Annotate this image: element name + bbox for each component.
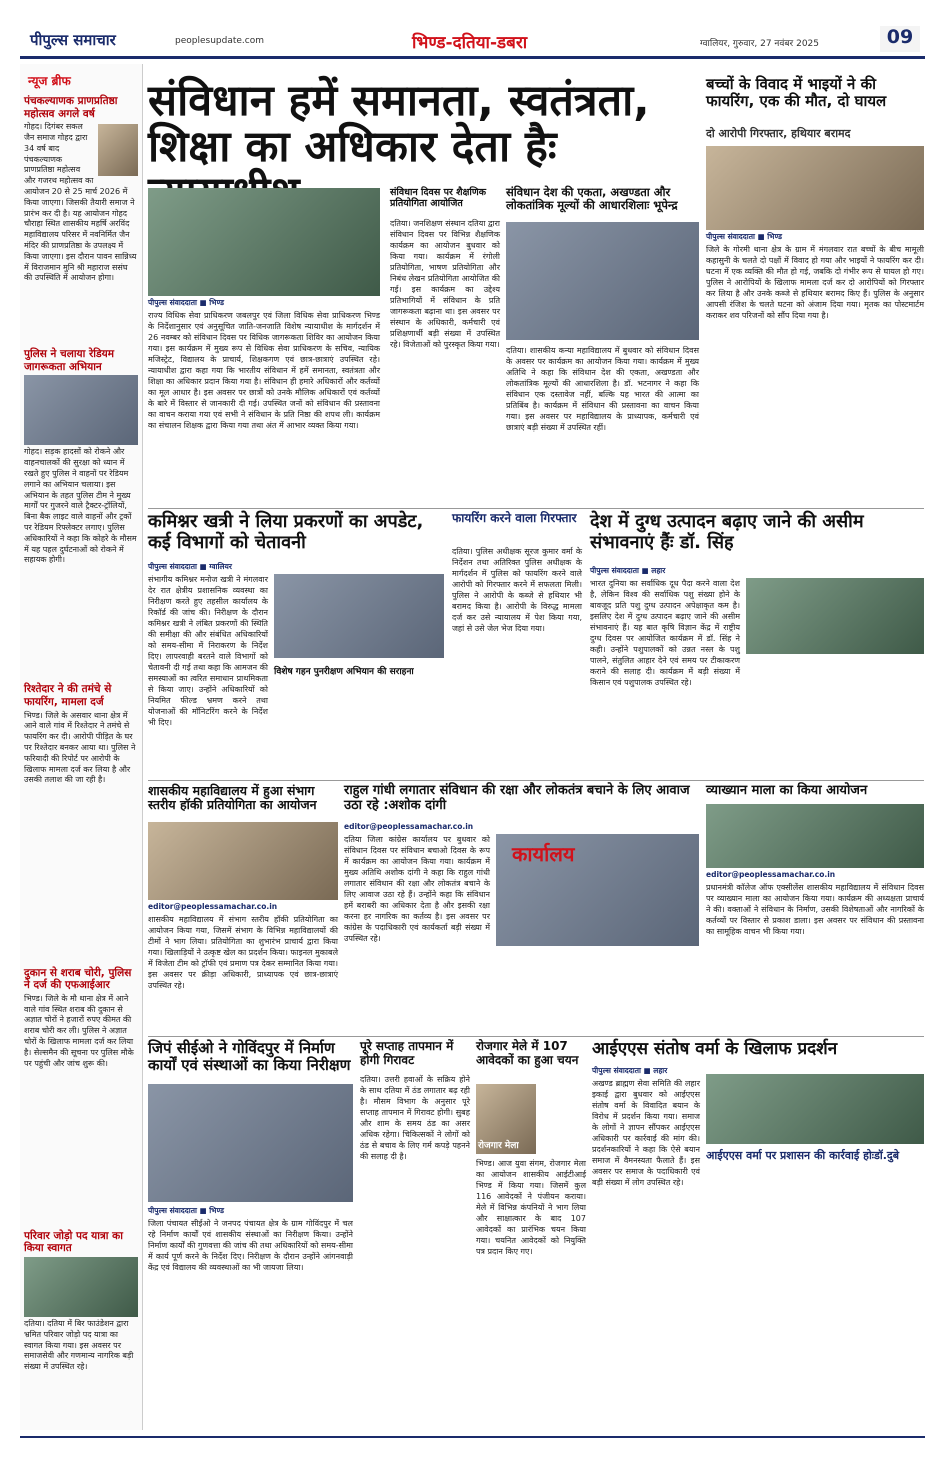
- lead-photo: [148, 188, 380, 296]
- commissioner-story-title[interactable]: कमिश्नर खत्री ने लिया प्रकरणों का अपडेट, कई विभागों को चेतावनी: [148, 511, 424, 553]
- masthead-rule: [20, 56, 925, 59]
- arrest-story-title[interactable]: फायरिंग करने वाला गिरफ्तार: [452, 511, 577, 525]
- job-story-title[interactable]: रोजगार मेले में 107 आवेदकों का हुआ चयन: [476, 1039, 579, 1067]
- ias-photo: [706, 1074, 924, 1144]
- lead-body: राज्य विधिक सेवा प्राधिकरण जबलपुर एवं जिला विधिक सेवा प्राधिकरण भिण्ड के निर्देशानुसार एवं अनुसूचित जाति-जनजाति विशेष न्यायाधीश के मार्गदर्शन में 26 नवम्बर को संविधान दिवस पर विधिक जागरूकता शिविर का आयोजन किया गया। इस कार्यक्रम में मुख्य रूप से विधिक सेवा प्राधिकरण के सचिव, न्यायिक मजिस्ट्रेट, विद्यालय के प्राचार्य, शिक्षकगण एवं छात्र-छात्राएं उपस्थित रहे। न्यायाधीश द्वारा कहा गया कि भारतीय संविधान में हमें समानता, स्वतंत्रता और शिक्षा का अधिकार प्रदान किया गया है। संविधान ही हमारे अधिकारों और कर्तव्यों का मूल आधार है। इस अवसर पर छात्रों को उनके मौलिक अधिकारों एवं कर्तव्यों के बारे में विस्तार से जानकारी दी गई। उपस्थित जनों को संविधान की प्रस्तावना का वाचन कराया गया एवं सभी ने संविधान के प्रति निष्ठा की शपथ ली। कार्यक्रम का संचालन शिक्षक द्वारा किया गया तथा अंत में आभार व्यक्त किया गया।: [148, 311, 380, 431]
- firing-story-photo: [706, 146, 924, 230]
- page-number: 09: [880, 26, 920, 52]
- divider: [148, 1036, 924, 1037]
- center-story-body: दतिया। शासकीय कन्या महाविद्यालय में बुधवार को संविधान दिवस के अवसर पर कार्यक्रम का आयोजन किया गया। कार्यक्रम में मुख्य अतिथि ने कहा कि संविधान देश की एकता, अखण्डता और लोकतांत्रिक मूल्यों की आधारशिला है। डॉ. भटनागर ने कहा कि संविधान एक दस्तावेज नहीं, बल्कि यह भारत की आत्मा का प्रतिबिंब है। कार्यक्रम में संविधान की प्रस्तावना का वाचन किया गया। इस अवसर पर महाविद्यालय के प्राध्यापक, कर्मचारी एवं छात्राएं बड़ी संख्या में उपस्थित रहीं।: [506, 346, 699, 433]
- milk-story-title[interactable]: देश में दुग्ध उत्पादन बढ़ाए जाने की असीम संभावनाएं हैंः डॉ. सिंह: [590, 511, 864, 553]
- firing-story-byline: पीपुल्स संवाददाता ■ भिण्ड: [706, 232, 783, 241]
- ias-inset-title: आईएएस वर्मा पर प्रशासन की कार्रवाई होःडॉ.दुबे: [706, 1149, 900, 1162]
- zip-byline: पीपुल्स संवाददाता ■ भिण्ड: [148, 1206, 225, 1215]
- brief-photo: [24, 375, 138, 445]
- center-story-title[interactable]: संविधान देश की एकता, अखण्डता और लोकतांत्रिक मूल्यों की आधारशिलाः भूपेन्द्र: [506, 185, 678, 213]
- weather-story-title[interactable]: पूरे सप्ताह तापमान में होगी गिरावट: [360, 1039, 454, 1067]
- brief-body: दतिया। दतिया में बिर फाउंडेशन द्वारा भ्रमित परिवार जोड़ो पद यात्रा का स्वागत किया गया। इस अवसर पर समाजसेवी और गणमान्य नागरिक बड़ी संख्या में उपस्थित रहे।: [24, 1318, 134, 1372]
- mid-story-title[interactable]: संविधान दिवस पर शैक्षणिक प्रतियोगिता आयोजित: [390, 187, 487, 209]
- lead-byline: पीपुल्स संवाददाता ■ भिण्ड: [148, 298, 225, 307]
- ias-body: अखण्ड ब्राह्मण सेवा समिति की लहार इकाई द्वारा बुधवार को आईएएस संतोष वर्मा के विवादित बयान के विरोध में प्रदर्शन किया गया। समाज के लोगों ने ज्ञापन सौंपकर आईएएस अधिकारी पर कार्रवाई की मांग की। प्रदर्शनकारियों ने कहा कि ऐसे बयान समाज में वैमनस्यता फैलाते हैं। इस अवसर पर समाज के पदाधिकारी एवं बड़ी संख्या में लोग उपस्थित रहे।: [592, 1079, 700, 1188]
- arrest-story-body: दतिया। पुलिस अधीक्षक सूरज कुमार वर्मा के निर्देशन तथा अतिरिक्त पुलिस अधीक्षक के मार्गदर्शन में पुलिस को फायरिंग करने वाले आरोपी को गिरफ्तार करने में सफलता मिली। पुलिस ने आरोपी के कब्जे से हथियार भी बरामद किया है। आरोपी के विरुद्ध मामला दर्ज कर उसे न्यायालय में पेश किया गया, जहां से उसे जेल भेज दिया गया।: [452, 547, 582, 634]
- commissioner-subhead: विशेष गहन पुनरीक्षण अभियान की सराहना: [274, 667, 414, 677]
- zip-photo: [148, 1084, 353, 1202]
- job-body: भिण्ड। आज युवा संगम, रोजगार मेला का आयोजन शासकीय आईटीआई भिण्ड में किया गया। जिसमें कुल 116 आवेदकों ने पंजीयन कराया। मेले में विभिन्न कंपनियों ने भाग लिया और साक्षात्कार के बाद 107 आवेदकों का प्रारंभिक चयन किया गया। चयनित आवेदकों को नियुक्ति पत्र प्रदान किए गए।: [476, 1159, 586, 1257]
- brief-photo: [98, 124, 138, 176]
- lead-headline[interactable]: संविधान हमें समानता, स्वतंत्रता, शिक्षा का अधिकार देता हैः: [148, 76, 650, 172]
- zip-body: जिला पंचायत सीईओ ने जनपद पंचायत क्षेत्र के ग्राम गोविंदपुर में चल रहे निर्माण कार्यों एवं शासकीय संस्थाओं का निरीक्षण किया। उन्होंने निर्माण कार्यों की गुणवत्ता की जांच की तथा अधिकारियों को समय-सीमा में कार्य पूर्ण करने के निर्देश दिए। निरीक्षण के दौरान उन्होंने आंगनवाड़ी केंद्र एवं विद्यालय की व्यवस्थाओं का भी जायजा लिया।: [148, 1219, 353, 1273]
- masthead-url[interactable]: peoplesupdate.com: [175, 36, 264, 46]
- brief-title[interactable]: पुलिस ने चलाया रेडियम जागरूकता अभियान: [24, 348, 115, 373]
- edition-title: भिण्ड-दतिया-डबरा: [412, 33, 528, 53]
- brief-title[interactable]: पंचकल्याणक प्राणप्रतिष्ठा महोत्सव अगले वर्ष: [24, 95, 118, 120]
- mid-story-body: दतिया। जनशिक्षण संस्थान दतिया द्वारा संविधान दिवस पर विभिन्न शैक्षणिक कार्यक्रम का आयोजन बुधवार को किया गया। कार्यक्रम में रंगोली प्रतियोगिता, भाषण प्रतियोगिता और निबंध लेखन प्रतियोगिता आयोजित की गई। इस कार्यक्रम का उद्देश्य प्रतिभागियों में संविधान के प्रति जागरूकता बढ़ाना था। इस अवसर पर संस्थान के अधिकारी, कर्मचारी एवं प्रशिक्षणार्थी बड़ी संख्या में उपस्थित रहे। विजेताओं को पुरस्कृत किया गया।: [390, 219, 500, 350]
- brief-title[interactable]: परिवार जोड़ो पद यात्रा का किया स्वागत: [24, 1229, 123, 1255]
- zip-story-title[interactable]: जिपं सीईओ ने गोविंदपुर में निर्माण कार्यों एवं संस्थाओं का किया निरीक्षण: [148, 1039, 351, 1075]
- rahul-photo-banner: कार्यालय: [512, 842, 575, 866]
- milk-byline: पीपुल्स संवाददाता ■ लहार: [590, 566, 666, 575]
- ias-byline: पीपुल्स संवाददाता ■ लहार: [592, 1066, 668, 1075]
- brief-title[interactable]: रिश्तेदार ने की तमंचे से फायरिंग, मामला दर्ज: [24, 683, 112, 708]
- commissioner-body: संभागीय कमिश्नर मनोज खत्री ने मंगलवार देर रात क्षेत्रीय प्रशासनिक व्यवस्था का निरीक्षण करते हुए तहसील कार्यालय के रिकॉर्ड की जांच की। निरीक्षण के दौरान कमिश्नर खत्री ने लंबित प्रकरणों की स्थिति की समीक्षा की और संबंधित अधिकारियों को समय-सीमा में निराकरण के निर्देश दिए। लापरवाही बरतने वाले विभागों को चेतावनी दी गई तथा कहा कि आमजन की समस्याओं का त्वरित समाधान प्राथमिकता से किया जाए। उन्होंने अधिकारियों को नियमित फील्ड भ्रमण करने तथा योजनाओं की मॉनिटरिंग करने के निर्देश भी दिए।: [148, 575, 268, 728]
- ias-story-title[interactable]: आईएएस संतोष वर्मा के खिलाफ प्रदर्शन: [592, 1039, 838, 1059]
- rahul-byline: editor@peoplessamachar.co.in: [344, 822, 474, 831]
- lecture-byline: editor@peoplessamachar.co.in: [706, 870, 836, 879]
- hockey-body: शासकीय महाविद्यालय में संभाग स्तरीय हॉकी प्रतियोगिता का आयोजन किया गया, जिसमें संभाग के विभिन्न महाविद्यालयों की टीमों ने भाग लिया। प्रतियोगिता का शुभारंभ प्राचार्य द्वारा किया गया। खिलाड़ियों ने उत्कृष्ट खेल का प्रदर्शन किया। फाइनल मुकाबले में विजेता टीम को ट्रॉफी एवं प्रमाण पत्र देकर सम्मानित किया गया। इस अवसर पर क्रीड़ा अधिकारी, प्राध्यापक एवं छात्र-छात्राएं उपस्थित रहे।: [148, 915, 338, 991]
- firing-story-title[interactable]: बच्चों के विवाद में भाइयों ने की फायरिंग, एक की मौत, दो घायल: [706, 75, 887, 111]
- center-story-photo: [506, 222, 699, 340]
- weather-body: दतिया। उत्तरी हवाओं के सक्रिय होने के साथ दतिया में ठंड लगातार बढ़ रही है। मौसम विभाग के अनुसार पूरे सप्ताह तापमान में गिरावट होगी। सुबह और शाम के समय ठंड का असर अधिक रहेगा। चिकित्सकों ने लोगों को ठंड से बचाव के लिए गर्म कपड़े पहनने की सलाह दी है।: [360, 1075, 470, 1162]
- brief-title[interactable]: दुकान से शराब चोरी, पुलिस ने दर्ज की एफआईआर: [24, 966, 132, 992]
- milk-photo: [746, 578, 924, 654]
- lecture-story-title[interactable]: व्याख्यान माला का किया आयोजन: [706, 783, 868, 798]
- hockey-story-title[interactable]: शासकीय महाविद्यालय में हुआ संभाग स्तरीय हॉकी प्रतियोगिता का आयोजन: [148, 783, 317, 813]
- commissioner-photo: [274, 574, 444, 658]
- brief-body: भिण्ड। जिले के असवार थाना क्षेत्र में आने वाले गांव में रिश्तेदार ने तमंचे से फायरिंग कर दी। आरोपी पीड़ित के घर पर रिश्तेदार बनकर आया था। पुलिस ने फरियादी की रिपोर्ट पर आरोपी के खिलाफ मामला दर्ज कर लिया है और उसकी तलाश की जा रही है।: [24, 710, 136, 785]
- divider: [148, 780, 924, 781]
- commissioner-byline: पीपुल्स संवाददाता ■ ग्वालियर: [148, 562, 232, 571]
- brief-photo: [24, 1257, 138, 1317]
- footer-rule: [20, 1436, 925, 1438]
- brief-body: गोहद। दिगंबर सकल जैन समाज गोहद द्वारा 34 वर्ष बाद पंचकल्याणक प्राणप्रतिष्ठा महोत्सव और गजरथ महोत्सव का आयोजन 20 से 25 मार्च 2026 में किया जाएगा। जिसकी तैयारी समाज ने प्रारंभ कर दी है। यह आयोजन गोहद चौराहा स्थित शासकीय महर्षि अरविंद महाविद्यालय परिसर में नवनिर्मित जैन मंदिर की प्राणप्रतिष्ठा के उपलक्ष्य में किया जाएगा। इस दौरान पावन सान्निध्य में विराजमान मुनि श्री महाराज ससंघ की उपस्थिति में आयोजन होगा।: [24, 122, 137, 283]
- lecture-photo: [706, 804, 924, 868]
- lecture-body: प्रधानमंत्री कॉलेज ऑफ एक्सीलेंस शासकीय महाविद्यालय में संविधान दिवस पर व्याख्यान माला का आयोजन किया गया। कार्यक्रम की अध्यक्षता प्राचार्य ने की। वक्ताओं ने संविधान के निर्माण, उसकी विशेषताओं और नागरिकों के कर्तव्यों पर विस्तार से प्रकाश डाला। इस अवसर पर संविधान की प्रस्तावना का सामूहिक वाचन भी किया गया।: [706, 883, 924, 937]
- milk-body: भारत दुनिया का सर्वाधिक दूध पैदा करने वाला देश है, लेकिन विश्व की सर्वाधिक पशु संख्या होने के बावजूद प्रति पशु दुग्ध उत्पादन अपेक्षाकृत कम है। इसलिए देश में दुग्ध उत्पादन बढ़ाए जाने की असीम संभावनाएं हैं। यह बात कृषि विज्ञान केंद्र में राष्ट्रीय दुग्ध दिवस पर आयोजित कार्यक्रम में डॉ. सिंह ने कही। उन्होंने पशुपालकों को उन्नत नस्ल के पशु पालने, संतुलित आहार देने एवं समय पर टीकाकरण कराने की सलाह दी। कार्यक्रम में बड़ी संख्या में किसान एवं पशुपालक उपस्थित रहे।: [590, 579, 740, 688]
- news-brief-column: [20, 64, 143, 1430]
- issue-date: ग्वालियर, गुरुवार, 27 नवंबर 2025: [700, 39, 820, 49]
- firing-story-body: जिले के गोरमी थाना क्षेत्र के ग्राम में मंगलवार रात बच्चों के बीच मामूली कहासुनी के चलते दो पक्षों में विवाद हो गया और भाइयों ने फायरिंग कर दी। घटना में एक व्यक्ति की मौत हो गई, जबकि दो गंभीर रूप से घायल हो गए। पुलिस ने आरोपियों के खिलाफ मामला दर्ज कर दो आरोपियों को गिरफ्तार कर लिया है और उनके कब्जे से हथियार बरामद किए हैं। पुलिस के अनुसार आपसी रंजिश के चलते घटना को अंजाम दिया गया। मृतक का पोस्टमार्टम कराकर शव परिजनों को सौंप दिया गया है।: [706, 245, 924, 321]
- divider: [148, 508, 924, 509]
- rahul-story-title[interactable]: राहुल गांधी लगातार संविधान की रक्षा और लोकतंत्र बचाने के लिए आवाज उठा रहे :अशोक दांगी: [344, 783, 690, 813]
- brief-body: गोहद। सड़क हादसों को रोकने और वाहनचालकों की सुरक्षा को ध्यान में रखते हुए पुलिस ने वाहनों पर रेडियम लगाने का अभियान चलाया। इस अभियान के तहत पुलिस टीम ने मुख्य मार्गों पर गुजरने वाले ट्रैक्टर-ट्रॉलियों, बिना बैक लाइट वाले वाहनों और ट्रकों पर रेडियम रिफ्लेक्टर लगाए। पुलिस अधिकारियों ने कहा कि कोहरे के मौसम में यह पहल दुर्घटनाओं को रोकने में सहायक होगी।: [24, 447, 137, 565]
- firing-story-subtitle: दो आरोपी गिरफ्तार, हथियार बरामद: [706, 127, 851, 140]
- brief-body: भिण्ड। जिले के मौ थाना क्षेत्र में आने वाले गांव स्थित शराब की दुकान से अज्ञात चोरों ने हजारों रुपए कीमत की शराब चोरी कर ली। पुलिस ने अज्ञात चोरों के खिलाफ मामला दर्ज कर लिया है। सेल्समैन की सूचना पर पुलिस मौके पर पहुंची और जांच शुरू की।: [24, 993, 134, 1068]
- rahul-body: दतिया जिला कांग्रेस कार्यालय पर बुधवार को संविधान दिवस पर संविधान बचाओ दिवस के रूप में कार्यक्रम का आयोजन किया गया। कार्यक्रम में मुख्य अतिथि अशोक दांगी ने कहा कि राहुल गांधी लगातार संविधान की रक्षा और लोकतंत्र बचाने के लिए आवाज उठा रहे हैं। उन्होंने कहा कि संविधान हमें बराबरी का अधिकार देता है और इसकी रक्षा करना हर नागरिक का कर्तव्य है। इस अवसर पर कांग्रेस के पदाधिकारी एवं कार्यकर्ता बड़ी संख्या में उपस्थित रहे।: [344, 835, 490, 944]
- news-brief-label: न्यूज ब्रीफ: [28, 74, 71, 88]
- hockey-byline: editor@peoplessamachar.co.in: [148, 902, 278, 911]
- hockey-photo: [148, 822, 338, 900]
- job-photo-banner: रोजगार मेला: [478, 1141, 519, 1151]
- masthead-brand[interactable]: पीपुल्स समाचार: [30, 31, 116, 49]
